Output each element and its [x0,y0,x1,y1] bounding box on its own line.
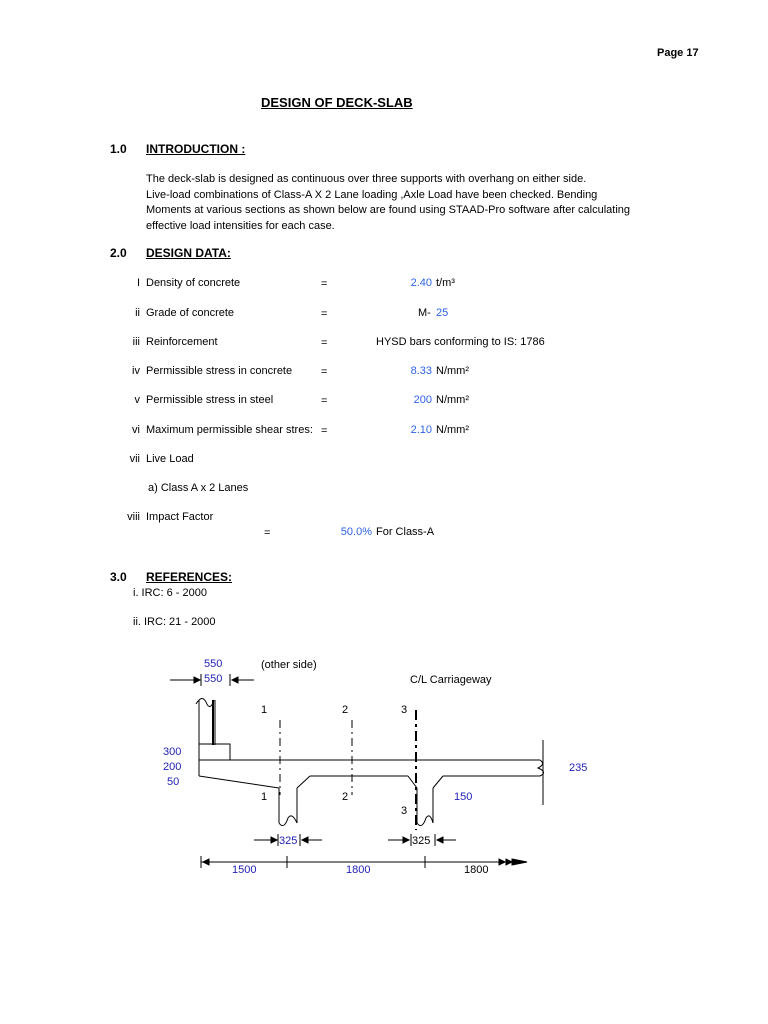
other-side-note: (other side) [261,659,317,671]
dim-top-550-arrow: 550 [204,673,223,685]
item-roman: I [136,277,140,289]
depth-300: 300 [163,746,182,758]
section-label-bottom: 1 [261,791,268,803]
section-heading-design-data: DESIGN DATA: [146,246,231,260]
intro-line: Moments at various sections as shown below are found using STAAD-Pro software after calculating [146,204,631,216]
centerline-label: C/L Carriageway [410,674,492,686]
page-number: Page 17 [657,47,699,59]
web-325-left: 325 [279,835,298,847]
item-label-steel-stress: Permissible stress in steel [146,394,274,406]
reference-item: i. IRC: 6 - 2000 [133,587,207,599]
item-label-concrete-stress: Permissible stress in concrete [146,365,293,377]
depth-50: 50 [167,776,180,788]
unit-shear-stress: N/mm² [436,424,469,436]
item-equals: = [321,366,328,378]
span-1800: 1800 [346,864,371,876]
intro-line: effective load intensities for each case. [146,219,335,232]
section-label-bottom: 3 [401,805,408,817]
grade-prefix: M- [418,307,431,319]
item-label-impact: Impact Factor [146,511,214,523]
section-heading-references: REFERENCES: [146,570,233,584]
item-label-shear-stress: Maximum permissible shear stres: [146,424,313,436]
intro-line: Live-load combinations of Class-A X 2 Lane loading ,Axle Load have been checked. Bending [146,188,598,201]
section-heading-intro: INTRODUCTION : [146,142,246,156]
span-1500: 1500 [232,864,257,876]
item-equals: = [321,308,328,320]
section-number-design-data: 2.0 [110,246,127,260]
item-roman: iii [132,336,140,348]
item-label-density: Density of concrete [146,277,241,289]
item-roman: iv [132,365,140,377]
value-shear-stress: 2.10 [410,424,432,436]
item-label-live-load: Live Load [146,453,194,465]
span-1800-right: 1800 [464,864,489,876]
item-equals: = [321,337,328,349]
impact-note: For Class-A [376,526,435,538]
depth-235: 235 [569,762,588,774]
page-title: DESIGN OF DECK-SLAB [261,95,413,110]
unit-steel-stress: N/mm² [436,394,469,406]
unit-concrete-stress: N/mm² [436,365,469,377]
live-load-sub-item: a) Class A x 2 Lanes [148,482,249,494]
web-150: 150 [454,791,473,803]
section-label-bottom: 2 [342,791,349,803]
item-roman: vii [129,453,140,465]
web-325-right: 325 [412,835,431,847]
item-roman: vi [132,424,140,436]
item-roman: ii [135,307,140,319]
value-reinforcement: HYSD bars conforming to IS: 1786 [376,336,545,348]
item-equals: = [321,278,328,290]
section-number-intro: 1.0 [110,142,127,156]
item-label-reinforcement: Reinforcement [146,336,218,348]
item-equals: = [321,395,328,407]
value-density: 2.40 [410,277,432,289]
intro-line: The deck-slab is designed as continuous over three supports with overhang on either side. [146,173,587,185]
value-impact: 50.0% [340,526,372,538]
dim-top-550: 550 [204,658,223,670]
impact-equals: = [264,527,271,539]
section-label-top: 3 [401,704,408,716]
reference-item: ii. IRC: 21 - 2000 [133,616,216,628]
value-concrete-stress: 8.33 [410,365,432,377]
section-label-top: 2 [342,704,349,716]
section-label-top: 1 [261,704,268,716]
section-number-references: 3.0 [110,570,127,584]
value-grade: 25 [436,307,449,319]
item-equals: = [321,425,328,437]
value-steel-stress: 200 [413,394,432,406]
depth-200: 200 [163,761,182,773]
item-label-grade: Grade of concrete [146,307,235,319]
item-roman: viii [127,511,140,523]
item-roman: v [134,394,140,406]
unit-density: t/m³ [436,277,455,289]
